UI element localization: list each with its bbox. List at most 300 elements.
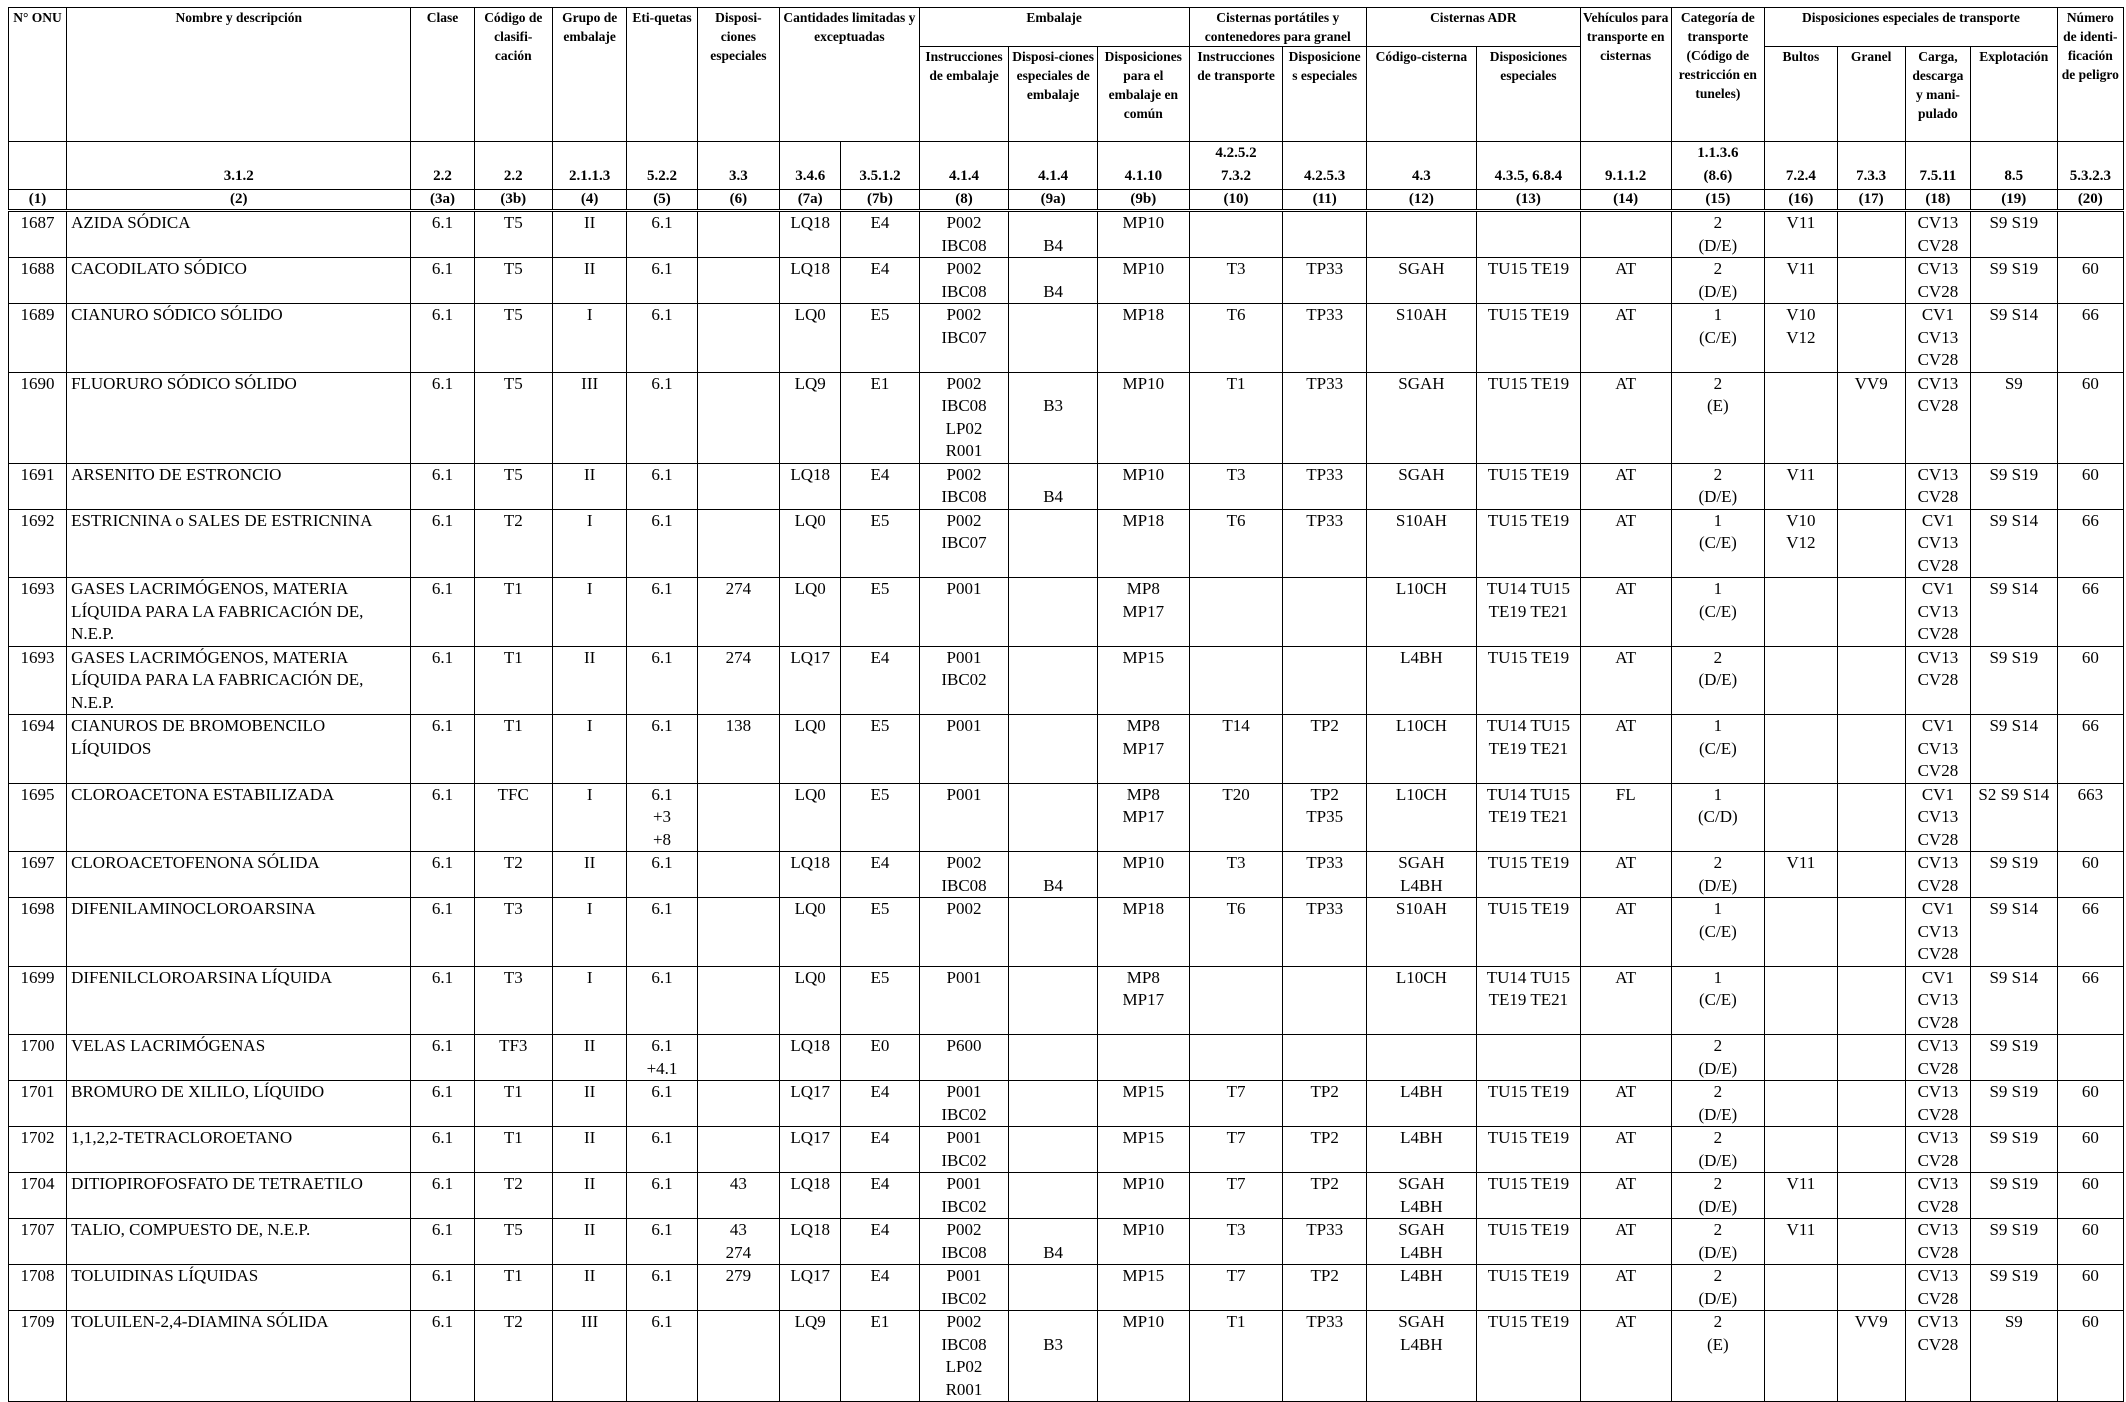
table-cell: LQ0: [780, 715, 841, 784]
column-number: (13): [1476, 190, 1580, 211]
header-cisternas-portatiles: Cisternas portátiles y contenedores para granel: [1189, 8, 1366, 47]
un-number: 1688: [9, 258, 67, 304]
table-cell: L4BH: [1366, 1265, 1476, 1311]
table-cell: TP2 TP35: [1283, 783, 1367, 852]
table-cell: 6.1: [411, 1265, 474, 1311]
table-cell: MP10: [1097, 1219, 1189, 1265]
column-number: (2): [67, 190, 411, 211]
table-cell: S9: [1970, 372, 2057, 463]
table-cell: MP8 MP17: [1097, 578, 1189, 647]
table-cell: [1009, 1173, 1098, 1219]
table-cell: MP10: [1097, 852, 1189, 898]
table-cell: CV1 CV13 CV28: [1905, 966, 1970, 1035]
table-cell: P002 IBC08: [919, 852, 1009, 898]
column-number: (1): [9, 190, 67, 211]
substance-name: GASES LACRIMÓGENOS, MATERIA LÍQUIDA PARA LA FABRICACIÓN DE, N.E.P.: [67, 646, 411, 715]
section-ref: 4.1.4: [1009, 142, 1098, 190]
table-cell: T3: [1189, 852, 1283, 898]
table-cell: E5: [841, 898, 919, 967]
table-cell: 60: [2057, 1311, 2123, 1402]
table-cell: [1837, 715, 1905, 784]
table-cell: [1837, 211, 1905, 258]
table-cell: [1009, 1265, 1098, 1311]
table-cell: [1837, 898, 1905, 967]
table-cell: AT: [1580, 509, 1671, 578]
table-cell: II: [552, 1173, 626, 1219]
table-cell: P002 IBC08: [919, 258, 1009, 304]
table-cell: 2 (E): [1671, 372, 1765, 463]
header-disposiciones: Disposi-ciones especiales: [697, 8, 780, 142]
table-row: [9, 1127, 2124, 1173]
table-cell: 2 (D/E): [1671, 646, 1765, 715]
header-disp-transporte: Disposiciones especiales de transporte: [1765, 8, 2057, 47]
table-cell: E5: [841, 966, 919, 1035]
table-cell: E5: [841, 578, 919, 647]
table-cell: II: [552, 852, 626, 898]
table-row: [9, 1173, 2124, 1219]
table-cell: E4: [841, 1265, 919, 1311]
table-cell: [1009, 1035, 1098, 1081]
table-cell: [1837, 1219, 1905, 1265]
table-cell: I: [552, 715, 626, 784]
table-cell: [1765, 783, 1837, 852]
table-cell: TP2: [1283, 1081, 1367, 1127]
table-cell: 66: [2057, 966, 2123, 1035]
table-cell: T7: [1189, 1173, 1283, 1219]
header-grupo: Grupo de embalaje: [552, 8, 626, 142]
table-cell: 6.1: [411, 715, 474, 784]
table-cell: [697, 372, 780, 463]
table-cell: T6: [1189, 898, 1283, 967]
table-cell: TP2: [1283, 715, 1367, 784]
table-cell: P001 IBC02: [919, 646, 1009, 715]
table-cell: CV13 CV28: [1905, 1219, 1970, 1265]
table-cell: AT: [1580, 463, 1671, 509]
table-cell: TU15 TE19: [1476, 258, 1580, 304]
table-cell: SGAH: [1366, 372, 1476, 463]
table-cell: TP2: [1283, 1265, 1367, 1311]
table-cell: 6.1: [411, 258, 474, 304]
table-cell: MP10: [1097, 1311, 1189, 1402]
table-cell: P001 IBC02: [919, 1081, 1009, 1127]
header-embalaje: Embalaje: [919, 8, 1189, 47]
header-onu: N° ONU: [9, 8, 67, 142]
table-cell: 2 (D/E): [1671, 852, 1765, 898]
table-cell: 1 (C/E): [1671, 304, 1765, 373]
table-cell: TU15 TE19: [1476, 1265, 1580, 1311]
table-cell: LQ9: [780, 372, 841, 463]
table-cell: L10CH: [1366, 783, 1476, 852]
un-number: 1692: [9, 509, 67, 578]
table-cell: 2 (D/E): [1671, 211, 1765, 258]
table-cell: [1009, 966, 1098, 1035]
table-cell: LQ18: [780, 1173, 841, 1219]
table-cell: V11: [1765, 211, 1837, 258]
table-cell: I: [552, 966, 626, 1035]
table-cell: T2: [474, 509, 552, 578]
table-cell: 6.1: [411, 211, 474, 258]
table-cell: [697, 898, 780, 967]
table-cell: [1189, 646, 1283, 715]
column-number: (19): [1970, 190, 2057, 211]
table-cell: T2: [474, 852, 552, 898]
table-cell: 6.1: [411, 1081, 474, 1127]
table-cell: 2 (E): [1671, 1311, 1765, 1402]
column-number: (10): [1189, 190, 1283, 211]
table-cell: TU14 TU15 TE19 TE21: [1476, 783, 1580, 852]
header-bultos: Bultos: [1765, 47, 1837, 142]
table-cell: SGAH L4BH: [1366, 1173, 1476, 1219]
column-number: (15): [1671, 190, 1765, 211]
table-cell: [697, 463, 780, 509]
table-cell: AT: [1580, 715, 1671, 784]
table-cell: P002: [919, 898, 1009, 967]
table-cell: T6: [1189, 304, 1283, 373]
column-number: (11): [1283, 190, 1367, 211]
table-cell: P002 IBC08 LP02 R001: [919, 372, 1009, 463]
table-cell: TU15 TE19: [1476, 463, 1580, 509]
column-number: (18): [1905, 190, 1970, 211]
table-cell: MP8 MP17: [1097, 783, 1189, 852]
un-number: 1687: [9, 211, 67, 258]
table-cell: AT: [1580, 852, 1671, 898]
section-ref: 3.3: [697, 142, 780, 190]
table-cell: 6.1: [627, 578, 697, 647]
table-cell: 60: [2057, 1081, 2123, 1127]
table-cell: MP15: [1097, 1081, 1189, 1127]
table-cell: 279: [697, 1265, 780, 1311]
table-cell: [697, 1035, 780, 1081]
table-cell: [1837, 783, 1905, 852]
table-cell: 6.1: [411, 509, 474, 578]
table-row: [9, 898, 2124, 967]
table-cell: [1580, 211, 1671, 258]
table-cell: 6.1: [627, 1265, 697, 1311]
table-cell: V11: [1765, 852, 1837, 898]
table-cell: S9 S19: [1970, 258, 2057, 304]
header-codigo-cisterna: Código-cisterna: [1366, 47, 1476, 142]
table-cell: T1: [1189, 372, 1283, 463]
table-cell: MP10: [1097, 372, 1189, 463]
column-number: (3b): [474, 190, 552, 211]
section-ref: [9, 142, 67, 190]
table-cell: [1009, 1127, 1098, 1173]
section-ref-row: [9, 142, 2124, 190]
table-cell: 6.1: [627, 966, 697, 1035]
table-cell: [1283, 966, 1367, 1035]
table-cell: 6.1: [411, 783, 474, 852]
un-number: 1693: [9, 646, 67, 715]
table-cell: 1 (C/E): [1671, 509, 1765, 578]
table-cell: LQ17: [780, 1265, 841, 1311]
table-row: [9, 304, 2124, 373]
column-number: (4): [552, 190, 626, 211]
table-cell: [1009, 509, 1098, 578]
table-cell: 6.1: [627, 509, 697, 578]
substance-name: CLOROACETOFENONA SÓLIDA: [67, 852, 411, 898]
table-cell: 2 (D/E): [1671, 1265, 1765, 1311]
column-number: (9b): [1097, 190, 1189, 211]
table-cell: [1837, 1173, 1905, 1219]
table-cell: LQ18: [780, 1035, 841, 1081]
table-cell: CV13 CV28: [1905, 258, 1970, 304]
table-cell: L4BH: [1366, 1081, 1476, 1127]
table-cell: 66: [2057, 715, 2123, 784]
substance-name: FLUORURO SÓDICO SÓLIDO: [67, 372, 411, 463]
un-number: 1691: [9, 463, 67, 509]
table-cell: 2 (D/E): [1671, 258, 1765, 304]
table-cell: E4: [841, 211, 919, 258]
table-cell: AT: [1580, 1265, 1671, 1311]
table-cell: [1009, 578, 1098, 647]
table-cell: MP10: [1097, 258, 1189, 304]
table-cell: T3: [1189, 463, 1283, 509]
table-cell: TU15 TE19: [1476, 509, 1580, 578]
table-cell: 1 (C/E): [1671, 715, 1765, 784]
table-cell: CV13 CV28: [1905, 1035, 1970, 1081]
un-number: 1690: [9, 372, 67, 463]
table-cell: TP33: [1283, 509, 1367, 578]
table-cell: [1283, 211, 1367, 258]
un-number: 1702: [9, 1127, 67, 1173]
column-number: (14): [1580, 190, 1671, 211]
table-cell: P001: [919, 783, 1009, 852]
column-number: (5): [627, 190, 697, 211]
table-cell: TP33: [1283, 1311, 1367, 1402]
table-cell: CV1 CV13 CV28: [1905, 304, 1970, 373]
column-number: (6): [697, 190, 780, 211]
substance-name: ARSENITO DE ESTRONCIO: [67, 463, 411, 509]
table-cell: T5: [474, 304, 552, 373]
table-cell: [1765, 1127, 1837, 1173]
table-cell: S9 S19: [1970, 1219, 2057, 1265]
table-cell: L10CH: [1366, 715, 1476, 784]
table-cell: [1366, 211, 1476, 258]
table-cell: II: [552, 258, 626, 304]
table-cell: TU15 TE19: [1476, 372, 1580, 463]
header-granel: Granel: [1837, 47, 1905, 142]
table-cell: L4BH: [1366, 1127, 1476, 1173]
table-cell: E4: [841, 1173, 919, 1219]
table-cell: 6.1: [411, 898, 474, 967]
table-cell: VV9: [1837, 1311, 1905, 1402]
table-cell: P001 IBC02: [919, 1127, 1009, 1173]
table-cell: 2 (D/E): [1671, 1035, 1765, 1081]
table-cell: 6.1: [627, 211, 697, 258]
table-cell: [1837, 258, 1905, 304]
table-row: [9, 1265, 2124, 1311]
table-cell: L10CH: [1366, 578, 1476, 647]
table-cell: [1765, 898, 1837, 967]
table-cell: V11: [1765, 463, 1837, 509]
table-cell: [1580, 1035, 1671, 1081]
table-cell: P002 IBC08 LP02 R001: [919, 1311, 1009, 1402]
table-cell: 1 (C/E): [1671, 966, 1765, 1035]
un-number: 1698: [9, 898, 67, 967]
table-cell: P001: [919, 715, 1009, 784]
table-cell: TP33: [1283, 852, 1367, 898]
header-categoria: Categoría de transporte (Código de restricción en tuneles): [1671, 8, 1765, 142]
table-cell: TU14 TU15 TE19 TE21: [1476, 966, 1580, 1035]
table-cell: 6.1: [411, 463, 474, 509]
column-number: (16): [1765, 190, 1837, 211]
table-cell: 6.1: [411, 966, 474, 1035]
un-number: 1707: [9, 1219, 67, 1265]
header-etiquetas: Eti-quetas: [627, 8, 697, 142]
table-cell: AT: [1580, 898, 1671, 967]
table-cell: [1009, 304, 1098, 373]
un-number: 1704: [9, 1173, 67, 1219]
table-cell: LQ18: [780, 1219, 841, 1265]
table-cell: [697, 211, 780, 258]
table-cell: TP2: [1283, 1173, 1367, 1219]
table-cell: T1: [1189, 1311, 1283, 1402]
table-cell: T3: [1189, 1219, 1283, 1265]
table-cell: S9 S19: [1970, 1127, 2057, 1173]
table-cell: S9 S14: [1970, 509, 2057, 578]
table-cell: II: [552, 1035, 626, 1081]
header-cp-disp-esp: Disposicione s especiales: [1283, 47, 1367, 142]
table-cell: T1: [474, 578, 552, 647]
column-number: (9a): [1009, 190, 1098, 211]
table-cell: S9 S19: [1970, 1173, 2057, 1219]
table-cell: P001: [919, 966, 1009, 1035]
table-cell: LQ17: [780, 1127, 841, 1173]
table-cell: I: [552, 578, 626, 647]
table-cell: [697, 966, 780, 1035]
table-cell: 66: [2057, 304, 2123, 373]
section-ref: 4.1.4: [919, 142, 1009, 190]
un-number: 1700: [9, 1035, 67, 1081]
column-number: (17): [1837, 190, 1905, 211]
table-cell: V11: [1765, 1219, 1837, 1265]
table-cell: TP33: [1283, 372, 1367, 463]
header-instrucciones-embalaje: Instrucciones de embalaje: [919, 47, 1009, 142]
substance-name: TALIO, COMPUESTO DE, N.E.P.: [67, 1219, 411, 1265]
table-cell: LQ9: [780, 1311, 841, 1402]
table-cell: S9: [1970, 1311, 2057, 1402]
table-cell: T5: [474, 372, 552, 463]
table-cell: TU15 TE19: [1476, 1127, 1580, 1173]
table-cell: 1 (C/D): [1671, 783, 1765, 852]
table-cell: T1: [474, 1127, 552, 1173]
table-cell: [697, 258, 780, 304]
table-cell: [1765, 1265, 1837, 1311]
table-row: [9, 1081, 2124, 1127]
table-cell: MP10: [1097, 463, 1189, 509]
table-cell: AT: [1580, 578, 1671, 647]
table-row: [9, 1219, 2124, 1265]
table-cell: III: [552, 372, 626, 463]
table-cell: S9 S19: [1970, 211, 2057, 258]
section-ref: 7.2.4: [1765, 142, 1837, 190]
table-cell: CV13 CV28: [1905, 1081, 1970, 1127]
table-cell: [1189, 1035, 1283, 1081]
table-cell: 138: [697, 715, 780, 784]
table-cell: 2 (D/E): [1671, 1127, 1765, 1173]
table-cell: T7: [1189, 1081, 1283, 1127]
header-adr-disp-esp: Disposiciones especiales: [1476, 47, 1580, 142]
table-cell: CV13 CV28: [1905, 852, 1970, 898]
table-cell: I: [552, 304, 626, 373]
table-cell: B4: [1009, 852, 1098, 898]
table-cell: E4: [841, 463, 919, 509]
substance-name: DITIOPIROFOSFATO DE TETRAETILO: [67, 1173, 411, 1219]
table-cell: SGAH L4BH: [1366, 1311, 1476, 1402]
section-ref: 4.2.5.3: [1283, 142, 1367, 190]
table-cell: [1837, 966, 1905, 1035]
table-cell: [697, 1127, 780, 1173]
table-cell: E4: [841, 852, 919, 898]
table-cell: E1: [841, 372, 919, 463]
table-cell: E4: [841, 1219, 919, 1265]
table-cell: 60: [2057, 372, 2123, 463]
table-cell: S10AH: [1366, 304, 1476, 373]
column-number: (7b): [841, 190, 919, 211]
table-cell: LQ0: [780, 966, 841, 1035]
table-cell: 6.1: [411, 304, 474, 373]
table-cell: TP33: [1283, 463, 1367, 509]
table-cell: 66: [2057, 898, 2123, 967]
table-cell: [1837, 509, 1905, 578]
table-cell: TU15 TE19: [1476, 646, 1580, 715]
table-cell: [1765, 372, 1837, 463]
table-cell: AT: [1580, 372, 1671, 463]
substance-name: VELAS LACRIMÓGENAS: [67, 1035, 411, 1081]
table-cell: S9 S14: [1970, 578, 2057, 647]
table-cell: S9 S19: [1970, 463, 2057, 509]
table-cell: E5: [841, 783, 919, 852]
table-cell: E4: [841, 1127, 919, 1173]
table-cell: 6.1: [411, 1127, 474, 1173]
table-cell: E0: [841, 1035, 919, 1081]
table-cell: 66: [2057, 578, 2123, 647]
table-cell: [1765, 1081, 1837, 1127]
table-cell: 60: [2057, 1265, 2123, 1311]
table-cell: B3: [1009, 372, 1098, 463]
table-cell: [1837, 304, 1905, 373]
table-cell: [1765, 966, 1837, 1035]
table-cell: [1837, 1035, 1905, 1081]
table-cell: CV13 CV28: [1905, 1127, 1970, 1173]
table-cell: T7: [1189, 1265, 1283, 1311]
section-ref: 2.2: [411, 142, 474, 190]
table-cell: B3: [1009, 1311, 1098, 1402]
table-cell: 6.1: [411, 1035, 474, 1081]
table-cell: CV1 CV13 CV28: [1905, 509, 1970, 578]
table-cell: T3: [1189, 258, 1283, 304]
table-cell: S9 S19: [1970, 646, 2057, 715]
un-number: 1709: [9, 1311, 67, 1402]
table-cell: V11: [1765, 1173, 1837, 1219]
table-cell: MP18: [1097, 898, 1189, 967]
table-cell: MP15: [1097, 1127, 1189, 1173]
table-cell: T3: [474, 966, 552, 1035]
table-cell: I: [552, 783, 626, 852]
table-cell: 66: [2057, 509, 2123, 578]
table-cell: AT: [1580, 646, 1671, 715]
table-cell: CV1 CV13 CV28: [1905, 898, 1970, 967]
header-disp-embalaje-comun: Disposiciones para el embalaje en común: [1097, 47, 1189, 142]
table-cell: [1283, 578, 1367, 647]
table-cell: T1: [474, 715, 552, 784]
un-number: 1695: [9, 783, 67, 852]
table-row: [9, 783, 2124, 852]
table-cell: LQ0: [780, 578, 841, 647]
un-number: 1694: [9, 715, 67, 784]
table-cell: TFC: [474, 783, 552, 852]
header-vehiculos: Vehículos para transporte en cisternas: [1580, 8, 1671, 142]
